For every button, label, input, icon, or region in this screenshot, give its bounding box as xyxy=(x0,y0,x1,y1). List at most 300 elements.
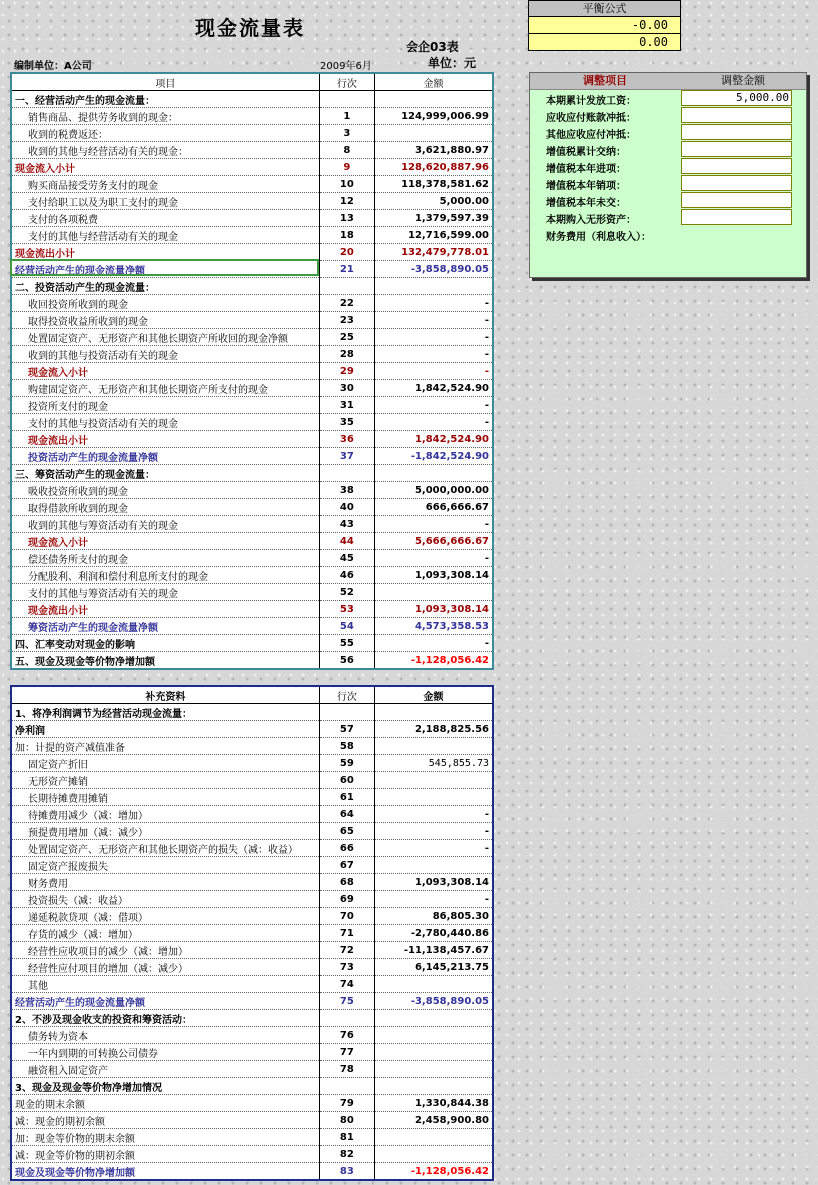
table-row xyxy=(11,857,493,874)
row-line-number[interactable]: 44 xyxy=(319,533,374,550)
adjustment-amount-input[interactable] xyxy=(681,107,792,123)
row-amount[interactable]: 86,805.30 xyxy=(374,908,493,925)
row-item-label[interactable]: 销售商品、提供劳务收到的现金： xyxy=(11,108,319,125)
adjustment-row xyxy=(530,209,806,226)
report-date: 2009年6月 xyxy=(320,61,372,72)
row-amount[interactable] xyxy=(374,1146,493,1163)
adjustment-row xyxy=(530,141,806,158)
table-row xyxy=(11,431,493,448)
row-item-label[interactable]: 支付给职工以及为职工支付的现金 xyxy=(11,193,319,210)
adjustment-row xyxy=(530,226,806,243)
row-line-number[interactable]: 57 xyxy=(319,721,374,738)
row-item-label[interactable]: 支付的其他与经营活动有关的现金 xyxy=(11,227,319,244)
row-amount[interactable]: -3,858,890.05 xyxy=(374,993,493,1010)
row-item-label[interactable]: 经营活动产生的现金流量净额 xyxy=(11,993,319,1010)
row-amount[interactable] xyxy=(374,1061,493,1078)
row-item-label[interactable]: 偿还债务所支付的现金 xyxy=(11,550,319,567)
row-amount[interactable] xyxy=(374,976,493,993)
row-line-number[interactable]: 38 xyxy=(319,482,374,499)
row-item-label[interactable]: 加：现金等价物的期末余额 xyxy=(11,1129,319,1146)
adjustment-panel xyxy=(529,72,807,278)
row-line-number[interactable]: 37 xyxy=(319,448,374,465)
table-row xyxy=(11,1095,493,1112)
row-item-label[interactable]: 收到的税费返还： xyxy=(11,125,319,142)
row-line-number[interactable]: 68 xyxy=(319,874,374,891)
row-line-number[interactable]: 73 xyxy=(319,959,374,976)
row-item-label[interactable]: 净利润 xyxy=(11,721,319,738)
adjustment-label: 其他应收应付冲抵： xyxy=(546,130,636,141)
table-row xyxy=(11,942,493,959)
row-line-number[interactable]: 69 xyxy=(319,891,374,908)
row-item-label[interactable]: 一、经营活动产生的现金流量： xyxy=(11,91,319,108)
row-item-label[interactable]: 其他 xyxy=(11,976,319,993)
table-row xyxy=(11,465,493,482)
table-row xyxy=(11,806,493,823)
row-amount[interactable]: - xyxy=(374,891,493,908)
row-amount[interactable]: - xyxy=(374,516,493,533)
row-amount[interactable] xyxy=(374,789,493,806)
row-line-number[interactable]: 43 xyxy=(319,516,374,533)
row-line-number[interactable]: 81 xyxy=(319,1129,374,1146)
row-item-label[interactable]: 固定资产折旧 xyxy=(11,755,319,772)
row-amount[interactable] xyxy=(374,1078,493,1095)
row-amount[interactable]: 1,842,524.90 xyxy=(374,431,493,448)
row-item-label[interactable]: 财务费用 xyxy=(11,874,319,891)
row-item-label[interactable]: 现金流出小计 xyxy=(11,431,319,448)
adjustment-label: 增值税本年销项： xyxy=(546,181,626,192)
row-line-number[interactable]: 83 xyxy=(319,1163,374,1181)
row-item-label[interactable]: 取得借款所收到的现金 xyxy=(11,499,319,516)
row-item-label[interactable]: 投资活动产生的现金流量净额 xyxy=(11,448,319,465)
row-line-number[interactable]: 67 xyxy=(319,857,374,874)
row-line-number[interactable]: 36 xyxy=(319,431,374,448)
table-row xyxy=(11,516,493,533)
row-item-label[interactable]: 收到的其他与投资活动有关的现金 xyxy=(11,346,319,363)
adjustment-amount-input[interactable] xyxy=(681,209,792,225)
row-amount[interactable] xyxy=(374,584,493,601)
table-row xyxy=(11,159,493,176)
adjustment-amount-input[interactable] xyxy=(681,192,792,208)
row-item-label[interactable]: 债务转为资本 xyxy=(11,1027,319,1044)
row-amount[interactable] xyxy=(374,125,493,142)
row-line-number[interactable]: 52 xyxy=(319,584,374,601)
row-amount[interactable]: 666,666.67 xyxy=(374,499,493,516)
table-row xyxy=(11,1061,493,1078)
table-row xyxy=(11,823,493,840)
row-item-label[interactable]: 投资所支付的现金 xyxy=(11,397,319,414)
row-line-number[interactable]: 64 xyxy=(319,806,374,823)
row-item-label[interactable]: 递延税款贷项（减：借项） xyxy=(11,908,319,925)
table-row xyxy=(11,1010,493,1027)
row-amount[interactable]: - xyxy=(374,806,493,823)
table-row xyxy=(11,993,493,1010)
table-row xyxy=(11,635,493,652)
table-row xyxy=(11,1146,493,1163)
table-row xyxy=(11,312,493,329)
row-line-number[interactable]: 10 xyxy=(319,176,374,193)
row-line-number[interactable]: 74 xyxy=(319,976,374,993)
row-item-label[interactable]: 经营性应收项目的减少（减：增加） xyxy=(11,942,319,959)
row-amount[interactable] xyxy=(374,465,493,482)
adjustment-amount-input[interactable] xyxy=(681,158,792,174)
table-row xyxy=(11,789,493,806)
row-line-number[interactable]: 35 xyxy=(319,414,374,431)
header-item: 补充资料 xyxy=(11,686,319,704)
table-row xyxy=(11,772,493,789)
row-item-label[interactable]: 购买商品接受劳务支付的现金 xyxy=(11,176,319,193)
table-row xyxy=(11,278,493,295)
adjustment-label: 财务费用（利息收入）： xyxy=(546,232,651,243)
row-line-number[interactable]: 29 xyxy=(319,363,374,380)
row-item-label[interactable]: 加：计提的资产减值准备 xyxy=(11,738,319,755)
row-line-number[interactable]: 72 xyxy=(319,942,374,959)
row-item-label[interactable]: 支付的各项税费 xyxy=(11,210,319,227)
table-row xyxy=(11,176,493,193)
row-amount[interactable]: 2,188,825.56 xyxy=(374,721,493,738)
row-amount[interactable]: 5,000.00 xyxy=(374,193,493,210)
row-item-label[interactable]: 现金流入小计 xyxy=(11,533,319,550)
row-line-number[interactable]: 12 xyxy=(319,193,374,210)
adjustment-amount-input[interactable] xyxy=(681,124,792,140)
row-item-label[interactable]: 融资租入固定资产 xyxy=(11,1061,319,1078)
row-item-label[interactable]: 经营性应付项目的增加（减：减少） xyxy=(11,959,319,976)
row-amount[interactable]: 5,000,000.00 xyxy=(374,482,493,499)
table-row xyxy=(11,125,493,142)
table-row xyxy=(11,1044,493,1061)
row-item-label[interactable]: 取得投资收益所收到的现金 xyxy=(11,312,319,329)
adjustment-row xyxy=(530,124,806,141)
table-row xyxy=(11,1078,493,1095)
row-amount[interactable]: 118,378,581.62 xyxy=(374,176,493,193)
adjustment-row xyxy=(530,107,806,124)
row-amount[interactable] xyxy=(374,1027,493,1044)
row-amount[interactable] xyxy=(374,1010,493,1027)
row-amount[interactable]: 3,621,880.97 xyxy=(374,142,493,159)
row-line-number[interactable]: 82 xyxy=(319,1146,374,1163)
row-line-number[interactable]: 54 xyxy=(319,618,374,635)
row-line-number[interactable]: 1 xyxy=(319,108,374,125)
row-amount[interactable]: 545,855.73 xyxy=(374,755,493,772)
row-line-number[interactable]: 45 xyxy=(319,550,374,567)
table-row xyxy=(11,414,493,431)
row-line-number[interactable]: 55 xyxy=(319,635,374,652)
table-row xyxy=(11,295,493,312)
table-header-row xyxy=(11,73,493,91)
row-amount[interactable]: 6,145,213.75 xyxy=(374,959,493,976)
row-amount[interactable]: - xyxy=(374,329,493,346)
adjustment-label: 本期购入无形资产： xyxy=(546,215,636,226)
row-amount[interactable] xyxy=(374,738,493,755)
table-row xyxy=(11,1112,493,1129)
row-amount[interactable]: 4,573,358.53 xyxy=(374,618,493,635)
row-amount[interactable]: - xyxy=(374,414,493,431)
row-line-number[interactable]: 60 xyxy=(319,772,374,789)
table-row xyxy=(11,755,493,772)
table-row xyxy=(11,567,493,584)
table-row xyxy=(11,925,493,942)
table-row xyxy=(11,227,493,244)
table-header-row xyxy=(11,686,493,704)
page-title: 现金流量表 xyxy=(195,16,305,40)
cash-flow-table-body xyxy=(11,73,493,669)
row-line-number[interactable]: 77 xyxy=(319,1044,374,1061)
row-item-label[interactable]: 预提费用增加（减：减少） xyxy=(11,823,319,840)
row-line-number[interactable]: 21 xyxy=(319,261,374,278)
adjustment-col-amount: 调整金额 xyxy=(721,74,765,87)
table-row xyxy=(11,397,493,414)
table-row xyxy=(11,618,493,635)
balance-formula-box xyxy=(528,0,681,51)
row-amount[interactable]: -1,128,056.42 xyxy=(374,1163,493,1181)
row-line-number[interactable] xyxy=(319,704,374,721)
row-amount[interactable]: -1,128,056.42 xyxy=(374,652,493,670)
row-item-label[interactable]: 处置固定资产、无形资产和其他长期资产所收回的现金净额 xyxy=(11,329,319,346)
supplement-table xyxy=(10,685,494,1181)
row-amount[interactable]: - xyxy=(374,840,493,857)
balance-value-2[interactable]: 0.00 xyxy=(528,34,681,51)
row-item-label[interactable]: 1、将净利润调节为经营活动现金流量： xyxy=(11,704,319,721)
table-row xyxy=(11,891,493,908)
table-row xyxy=(11,142,493,159)
row-amount[interactable] xyxy=(374,91,493,108)
row-line-number[interactable] xyxy=(319,465,374,482)
row-item-label[interactable]: 现金的期末余额 xyxy=(11,1095,319,1112)
row-item-label[interactable]: 减：现金的期初余额 xyxy=(11,1112,319,1129)
row-amount[interactable] xyxy=(374,704,493,721)
row-amount[interactable] xyxy=(374,1044,493,1061)
row-amount[interactable]: - xyxy=(374,550,493,567)
row-amount[interactable] xyxy=(374,772,493,789)
row-item-label[interactable]: 现金及现金等价物净增加额 xyxy=(11,1163,319,1181)
row-item-label[interactable]: 五、现金及现金等价物净增加额 xyxy=(11,652,319,670)
row-amount[interactable] xyxy=(374,857,493,874)
adjustment-row xyxy=(530,90,806,107)
table-row xyxy=(11,380,493,397)
table-row xyxy=(11,244,493,261)
row-item-label[interactable]: 支付的其他与投资活动有关的现金 xyxy=(11,414,319,431)
row-amount[interactable]: - xyxy=(374,397,493,414)
row-line-number[interactable]: 28 xyxy=(319,346,374,363)
row-line-number[interactable]: 30 xyxy=(319,380,374,397)
table-row xyxy=(11,1129,493,1146)
row-item-label[interactable]: 一年内到期的可转换公司债券 xyxy=(11,1044,319,1061)
adjustment-label: 增值税本年未交： xyxy=(546,198,626,209)
row-amount[interactable] xyxy=(374,278,493,295)
table-row xyxy=(11,1027,493,1044)
row-amount[interactable]: -11,138,457.67 xyxy=(374,942,493,959)
row-amount[interactable]: 12,716,599.00 xyxy=(374,227,493,244)
row-amount[interactable]: - xyxy=(374,346,493,363)
row-line-number[interactable]: 65 xyxy=(319,823,374,840)
row-amount[interactable]: 1,379,597.39 xyxy=(374,210,493,227)
row-amount[interactable]: 2,458,900.80 xyxy=(374,1112,493,1129)
adjustment-label: 本期累计发放工资： xyxy=(546,96,636,107)
table-row xyxy=(11,704,493,721)
row-item-label[interactable]: 收到的其他与经营活动有关的现金： xyxy=(11,142,319,159)
row-amount[interactable]: - xyxy=(374,312,493,329)
row-item-label[interactable]: 收回投资所收到的现金 xyxy=(11,295,319,312)
header-line: 行次 xyxy=(319,73,374,91)
form-code: 会企03表 xyxy=(406,40,459,54)
row-line-number[interactable]: 79 xyxy=(319,1095,374,1112)
row-item-label[interactable]: 长期待摊费用摊销 xyxy=(11,789,319,806)
row-line-number[interactable]: 71 xyxy=(319,925,374,942)
table-row xyxy=(11,482,493,499)
table-row xyxy=(11,1163,493,1181)
table-row xyxy=(11,91,493,108)
row-item-label[interactable]: 收到的其他与筹资活动有关的现金 xyxy=(11,516,319,533)
row-amount[interactable]: - xyxy=(374,823,493,840)
table-row xyxy=(11,108,493,125)
row-line-number[interactable]: 80 xyxy=(319,1112,374,1129)
row-line-number[interactable]: 61 xyxy=(319,789,374,806)
row-item-label[interactable]: 分配股利、利润和偿付利息所支付的现金 xyxy=(11,567,319,584)
adjustment-header xyxy=(530,73,806,90)
table-row xyxy=(11,874,493,891)
adjustment-amount-input[interactable]: 5,000.00 xyxy=(681,90,792,106)
row-line-number[interactable]: 53 xyxy=(319,601,374,618)
row-item-label[interactable]: 现金流入小计 xyxy=(11,363,319,380)
row-line-number[interactable]: 59 xyxy=(319,755,374,772)
table-row xyxy=(11,840,493,857)
row-amount[interactable]: 1,093,308.14 xyxy=(374,567,493,584)
row-item-label[interactable]: 经营活动产生的现金流量净额 xyxy=(11,261,319,278)
row-line-number[interactable]: 66 xyxy=(319,840,374,857)
row-amount[interactable]: 1,093,308.14 xyxy=(374,874,493,891)
row-item-label[interactable]: 二、投资活动产生的现金流量： xyxy=(11,278,319,295)
row-item-label[interactable]: 现金流出小计 xyxy=(11,601,319,618)
table-row xyxy=(11,346,493,363)
row-line-number[interactable]: 20 xyxy=(319,244,374,261)
row-amount[interactable]: - xyxy=(374,363,493,380)
table-row xyxy=(11,959,493,976)
row-item-label[interactable]: 现金流入小计 xyxy=(11,159,319,176)
table-row xyxy=(11,329,493,346)
row-item-label[interactable]: 筹资活动产生的现金流量净额 xyxy=(11,618,319,635)
header-amount: 金额 xyxy=(374,686,493,704)
balance-formula-title: 平衡公式 xyxy=(528,0,681,17)
row-line-number[interactable]: 13 xyxy=(319,210,374,227)
row-item-label[interactable]: 固定资产报废损失 xyxy=(11,857,319,874)
row-line-number[interactable] xyxy=(319,1010,374,1027)
table-row xyxy=(11,193,493,210)
row-amount[interactable]: - xyxy=(374,295,493,312)
row-line-number[interactable]: 40 xyxy=(319,499,374,516)
table-row xyxy=(11,584,493,601)
row-line-number[interactable]: 56 xyxy=(319,652,374,670)
table-row xyxy=(11,363,493,380)
row-line-number[interactable]: 31 xyxy=(319,397,374,414)
row-item-label[interactable]: 吸收投资所收到的现金 xyxy=(11,482,319,499)
adjustment-amount-input[interactable] xyxy=(681,175,792,191)
row-amount[interactable]: 1,093,308.14 xyxy=(374,601,493,618)
adjustment-row xyxy=(530,192,806,209)
row-line-number[interactable] xyxy=(319,91,374,108)
row-line-number[interactable]: 23 xyxy=(319,312,374,329)
row-line-number[interactable]: 70 xyxy=(319,908,374,925)
row-item-label[interactable]: 减：现金等价物的期初余额 xyxy=(11,1146,319,1163)
row-line-number[interactable]: 9 xyxy=(319,159,374,176)
table-row xyxy=(11,533,493,550)
row-amount[interactable]: -2,780,440.86 xyxy=(374,925,493,942)
table-row xyxy=(11,261,493,278)
adjustment-label: 应收应付账款冲抵： xyxy=(546,113,636,124)
row-amount[interactable]: 5,666,666.67 xyxy=(374,533,493,550)
row-line-number[interactable]: 3 xyxy=(319,125,374,142)
table-row xyxy=(11,721,493,738)
header-item: 项目 xyxy=(11,73,319,91)
row-line-number[interactable]: 78 xyxy=(319,1061,374,1078)
row-line-number[interactable]: 18 xyxy=(319,227,374,244)
row-item-label[interactable]: 投资损失（减：收益） xyxy=(11,891,319,908)
row-amount[interactable]: -3,858,890.05 xyxy=(374,261,493,278)
table-row xyxy=(11,601,493,618)
row-item-label[interactable]: 存货的减少（减：增加） xyxy=(11,925,319,942)
row-line-number[interactable]: 76 xyxy=(319,1027,374,1044)
table-row xyxy=(11,908,493,925)
row-item-label[interactable]: 现金流出小计 xyxy=(11,244,319,261)
company-label: 编制单位：A公司 xyxy=(14,61,92,72)
header-amount: 金额 xyxy=(374,73,493,91)
row-line-number[interactable] xyxy=(319,1078,374,1095)
row-line-number[interactable]: 25 xyxy=(319,329,374,346)
row-item-label[interactable]: 无形资产摊销 xyxy=(11,772,319,789)
table-row xyxy=(11,448,493,465)
table-row xyxy=(11,652,493,670)
row-line-number[interactable]: 8 xyxy=(319,142,374,159)
row-line-number[interactable]: 75 xyxy=(319,993,374,1010)
header-line: 行次 xyxy=(319,686,374,704)
table-row xyxy=(11,550,493,567)
row-amount[interactable]: 124,999,006.99 xyxy=(374,108,493,125)
row-line-number[interactable]: 46 xyxy=(319,567,374,584)
row-item-label[interactable]: 三、筹资活动产生的现金流量： xyxy=(11,465,319,482)
row-amount[interactable]: 128,620,887.96 xyxy=(374,159,493,176)
row-item-label[interactable]: 支付的其他与筹资活动有关的现金 xyxy=(11,584,319,601)
row-item-label[interactable]: 处置固定资产、无形资产和其他长期资产的损失（减：收益） xyxy=(11,840,319,857)
cash-flow-table xyxy=(10,72,494,670)
table-row xyxy=(11,499,493,516)
row-line-number[interactable] xyxy=(319,278,374,295)
adjustment-col-item: 调整项目 xyxy=(583,74,627,87)
table-row xyxy=(11,976,493,993)
row-amount[interactable] xyxy=(374,1129,493,1146)
row-line-number[interactable]: 58 xyxy=(319,738,374,755)
balance-value-1[interactable]: -0.00 xyxy=(528,17,681,34)
row-line-number[interactable]: 22 xyxy=(319,295,374,312)
row-item-label[interactable]: 2、不涉及现金收支的投资和筹资活动： xyxy=(11,1010,319,1027)
row-amount[interactable]: - xyxy=(374,635,493,652)
adjustment-row xyxy=(530,158,806,175)
row-amount[interactable]: 132,479,778.01 xyxy=(374,244,493,261)
row-item-label[interactable]: 购建固定资产、无形资产和其他长期资产所支付的现金 xyxy=(11,380,319,397)
adjustment-row xyxy=(530,175,806,192)
adjustment-label: 增值税本年进项： xyxy=(546,164,626,175)
row-item-label[interactable]: 3、现金及现金等价物净增加情况 xyxy=(11,1078,319,1095)
table-row xyxy=(11,738,493,755)
row-item-label[interactable]: 待摊费用减少（减：增加） xyxy=(11,806,319,823)
currency-unit: 单位：元 xyxy=(428,56,477,70)
row-amount[interactable]: -1,842,524.90 xyxy=(374,448,493,465)
adjustment-amount-input[interactable] xyxy=(681,141,792,157)
supplement-table-body xyxy=(11,686,493,1180)
adjustment-rows xyxy=(530,90,806,243)
row-amount[interactable]: 1,842,524.90 xyxy=(374,380,493,397)
row-amount[interactable]: 1,330,844.38 xyxy=(374,1095,493,1112)
adjustment-label: 增值税累计交纳： xyxy=(546,147,626,158)
table-row xyxy=(11,210,493,227)
row-item-label[interactable]: 四、汇率变动对现金的影响 xyxy=(11,635,319,652)
